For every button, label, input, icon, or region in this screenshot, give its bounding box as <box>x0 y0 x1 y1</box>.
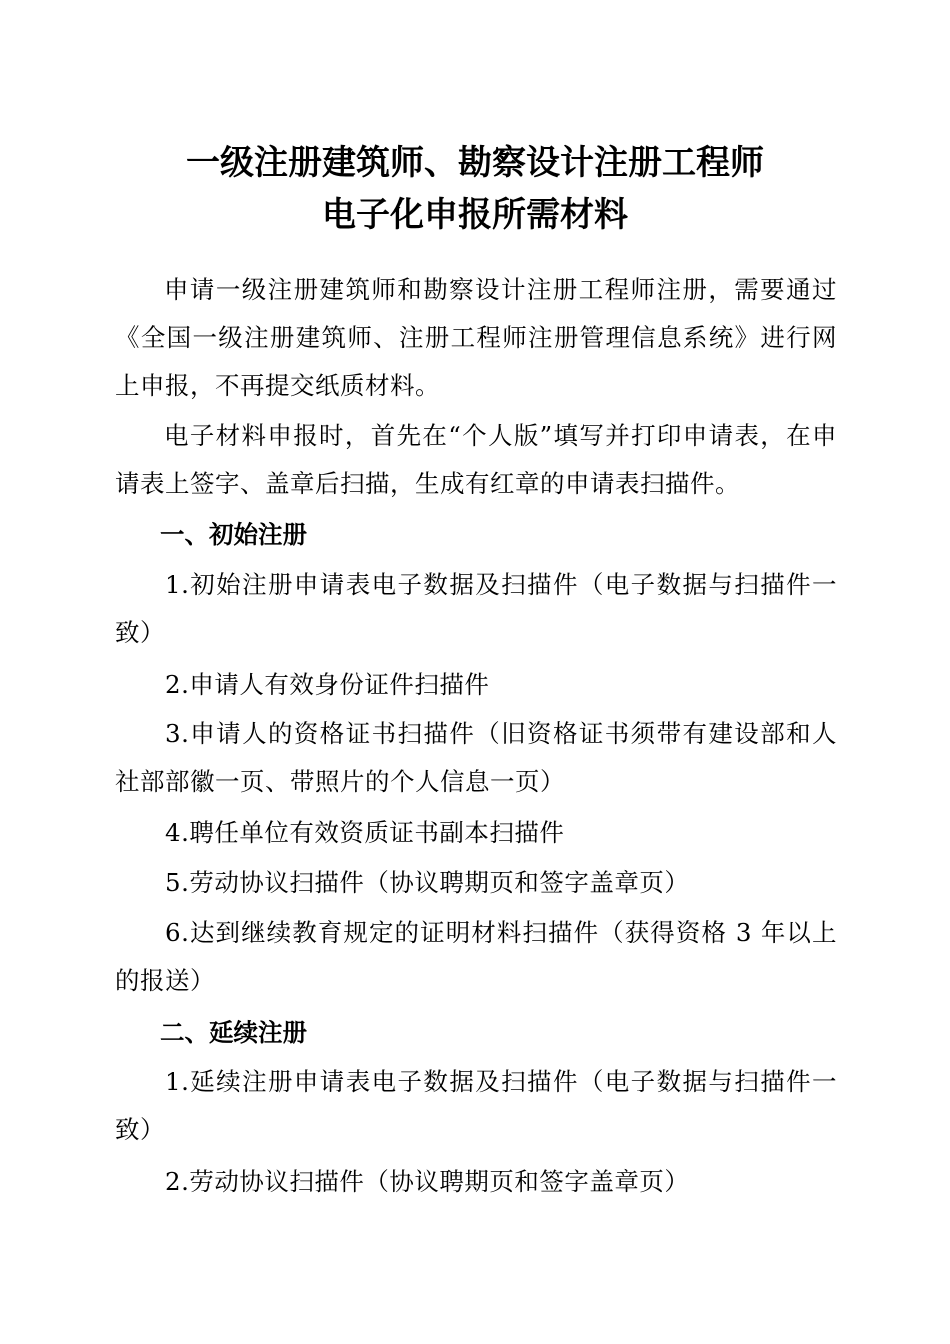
section-heading-initial-registration: 一、初始注册 <box>160 520 307 549</box>
list-item: 2.申请人有效身份证件扫描件 <box>165 670 490 699</box>
document-title-line-1: 一级注册建筑师、勘察设计注册工程师 <box>186 143 764 183</box>
list-item: 3.申请人的资格证书扫描件（旧资格证书须带有建设部和人社部部徽一页、带照片的个人信息一页） <box>115 719 837 796</box>
intro-paragraph-2: 电子材料申报时，首先在“个人版”填写并打印申请表，在申请表上签字、盖章后扫描，生成有红章的申请表扫描件。 <box>115 421 837 498</box>
list-item: 1.延续注册申请表电子数据及扫描件（电子数据与扫描件一致） <box>115 1067 837 1144</box>
section-heading-renewal-registration: 二、延续注册 <box>160 1018 307 1047</box>
intro-paragraph-1: 申请一级注册建筑师和勘察设计注册工程师注册，需要通过《全国一级注册建筑师、注册工程师注册管理信息系统》进行网上申报，不再提交纸质材料。 <box>115 275 837 400</box>
list-item: 6.达到继续教育规定的证明材料扫描件（获得资格 3 年以上的报送） <box>115 918 837 995</box>
list-item: 4.聘任单位有效资质证书副本扫描件 <box>165 818 565 847</box>
list-item: 5.劳动协议扫描件（协议聘期页和签字盖章页） <box>165 868 690 897</box>
document-title-line-2: 电子化申报所需材料 <box>322 195 628 235</box>
list-item: 1.初始注册申请表电子数据及扫描件（电子数据与扫描件一致） <box>115 570 837 647</box>
list-item: 2.劳动协议扫描件（协议聘期页和签字盖章页） <box>165 1167 690 1196</box>
